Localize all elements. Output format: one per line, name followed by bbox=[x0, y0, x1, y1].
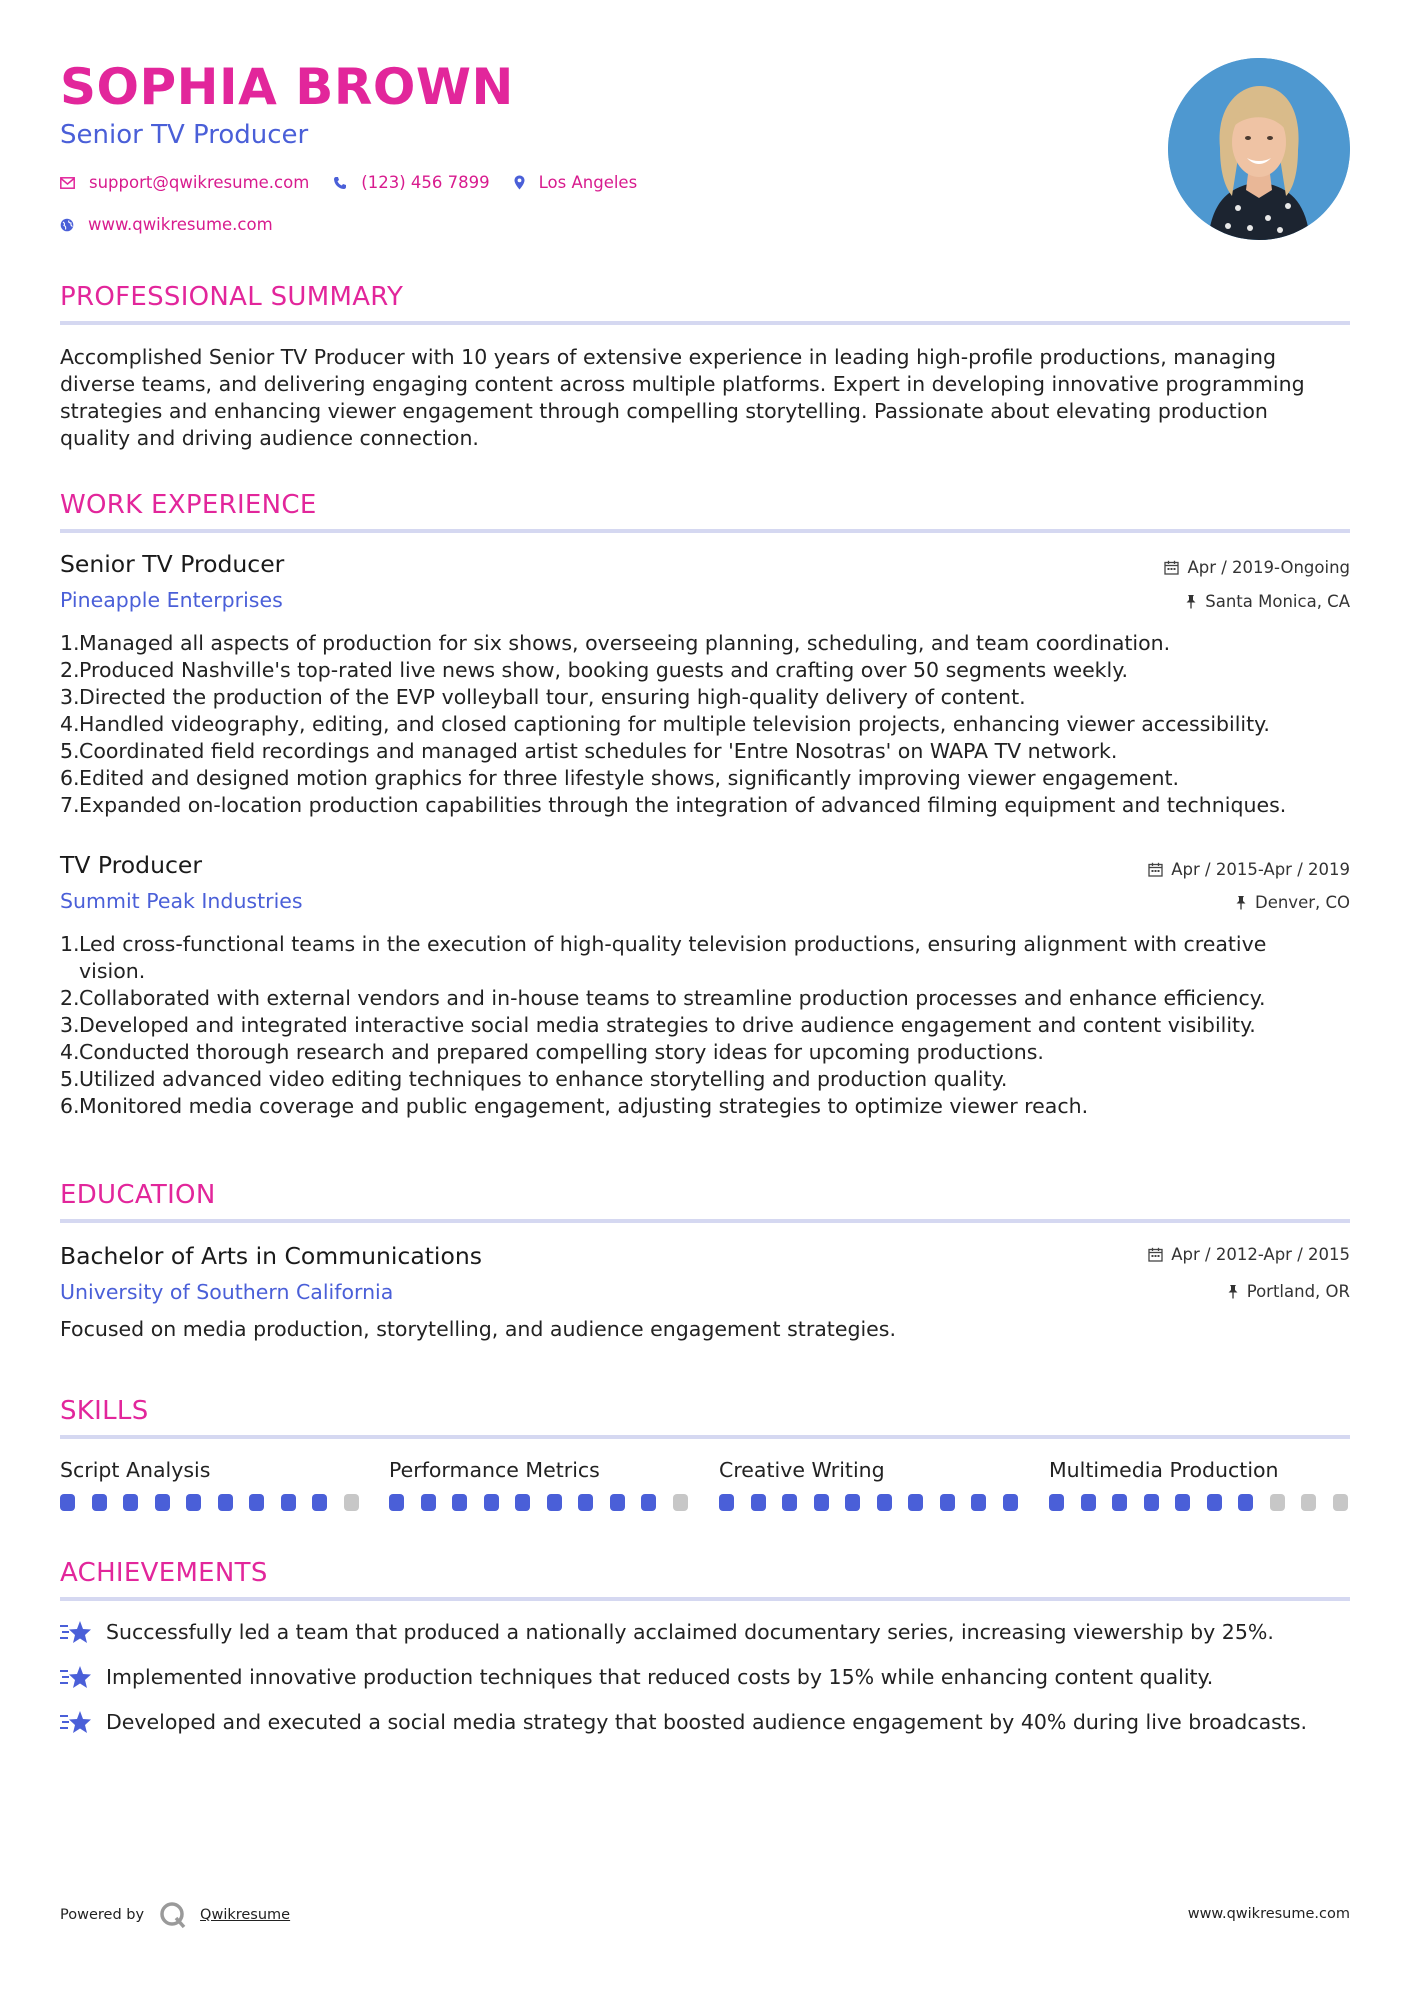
qwikresume-logo-icon bbox=[158, 1900, 188, 1930]
achievement-item bbox=[60, 1620, 1274, 1644]
skill-name: Multimedia Production bbox=[1049, 1458, 1279, 1482]
skill-dot-empty bbox=[1270, 1494, 1285, 1511]
powered-by-label: Powered by bbox=[60, 1907, 145, 1923]
list-item: 1. Led cross-functional teams in the execution of high-quality television productions, ensuring alignment with creative vision. bbox=[60, 932, 1267, 983]
achievements-heading: ACHIEVEMENTS bbox=[60, 1558, 268, 1588]
skill-item bbox=[389, 1458, 689, 1482]
pushpin-icon bbox=[1235, 895, 1247, 910]
skills-heading: SKILLS bbox=[60, 1396, 149, 1426]
skill-dot-filled bbox=[123, 1494, 138, 1511]
list-item: 3. Developed and integrated interactive social media strategies to drive audience engagement and content visibility. bbox=[60, 1013, 1256, 1037]
education-location bbox=[1227, 1282, 1350, 1301]
candidate-title: Senior TV Producer bbox=[60, 120, 309, 150]
education-divider bbox=[60, 1219, 1350, 1223]
achievement-text: Developed and executed a social media strategy that boosted audience engagement by 40% during live broadcasts. bbox=[106, 1710, 1308, 1734]
skill-dot-filled bbox=[155, 1494, 170, 1511]
profile-portrait-image bbox=[1168, 58, 1350, 240]
skill-rating bbox=[1049, 1494, 1364, 1511]
skill-dot-filled bbox=[312, 1494, 327, 1511]
contact-row bbox=[60, 173, 661, 192]
job-location bbox=[1185, 592, 1350, 611]
skill-dot-filled bbox=[281, 1494, 296, 1511]
calendar-icon bbox=[1164, 560, 1179, 575]
job-dates-text: Apr / 2019-Ongoing bbox=[1187, 558, 1350, 577]
list-item: 3. Directed the production of the EVP volleyball tour, ensuring high-quality delivery of content. bbox=[60, 685, 1026, 709]
summary-line: strategies and enhancing viewer engagement through compelling storytelling. Passionate about elevating production bbox=[60, 399, 1268, 423]
skill-dot-filled bbox=[782, 1494, 797, 1511]
skill-dot-filled bbox=[971, 1494, 986, 1511]
skill-dot-empty bbox=[344, 1494, 359, 1511]
calendar-icon bbox=[1148, 1247, 1163, 1262]
list-item: 6. Edited and designed motion graphics for three lifestyle shows, significantly improving viewer engagement. bbox=[60, 766, 1180, 790]
skill-dot-filled bbox=[908, 1494, 923, 1511]
skill-dot-filled bbox=[1144, 1494, 1159, 1511]
job-bullets bbox=[60, 630, 1360, 819]
qwikresume-link[interactable]: Qwikresume bbox=[200, 1907, 291, 1923]
skill-dot-filled bbox=[940, 1494, 955, 1511]
star-badge-icon bbox=[60, 1710, 92, 1734]
education-location-text: Portland, OR bbox=[1246, 1282, 1350, 1301]
skill-rating bbox=[389, 1494, 704, 1511]
footer-powered-by bbox=[60, 1900, 290, 1930]
star-badge-icon bbox=[60, 1665, 92, 1689]
summary-line: Accomplished Senior TV Producer with 10 years of extensive experience in leading high-profile productions, managing bbox=[60, 345, 1277, 369]
list-item: 5. Coordinated field recordings and managed artist schedules for 'Entre Nosotras' on WAPA TV network. bbox=[60, 739, 1118, 763]
list-item: 7. Expanded on-location production capabilities through the integration of advanced filming equipment and techniques. bbox=[60, 793, 1287, 817]
company-name: Pineapple Enterprises bbox=[60, 588, 283, 612]
summary-text bbox=[60, 344, 1360, 452]
website-text: www.qwikresume.com bbox=[88, 215, 273, 234]
star-badge-icon bbox=[60, 1620, 92, 1644]
skill-dot-empty bbox=[673, 1494, 688, 1511]
location-text: Los Angeles bbox=[538, 173, 638, 192]
skill-dot-filled bbox=[249, 1494, 264, 1511]
experience-heading: WORK EXPERIENCE bbox=[60, 490, 317, 520]
skill-dot-filled bbox=[452, 1494, 467, 1511]
list-item: 2. Produced Nashville's top-rated live news show, booking guests and crafting over 50 segments weekly. bbox=[60, 658, 1128, 682]
achievements-divider bbox=[60, 1597, 1350, 1601]
education-dates bbox=[1148, 1245, 1350, 1264]
phone-icon bbox=[333, 176, 347, 190]
skill-dot-filled bbox=[751, 1494, 766, 1511]
company-name: Summit Peak Industries bbox=[60, 889, 303, 913]
skill-dot-filled bbox=[186, 1494, 201, 1511]
skill-dot-filled bbox=[218, 1494, 233, 1511]
skill-dot-filled bbox=[1049, 1494, 1064, 1511]
skill-dot-filled bbox=[610, 1494, 625, 1511]
skill-dot-filled bbox=[814, 1494, 829, 1511]
skill-dot-filled bbox=[1175, 1494, 1190, 1511]
list-item: 4. Conducted thorough research and prepared compelling story ideas for upcoming productions. bbox=[60, 1040, 1044, 1064]
skill-name: Performance Metrics bbox=[389, 1458, 600, 1482]
list-item: 1. Managed all aspects of production for six shows, overseeing planning, scheduling, and team coordination. bbox=[60, 631, 1171, 655]
email-text: support@qwikresume.com bbox=[89, 173, 310, 192]
achievement-text: Successfully led a team that produced a nationally acclaimed documentary series, increasing viewership by 25%. bbox=[106, 1620, 1274, 1644]
skill-dot-filled bbox=[547, 1494, 562, 1511]
summary-divider bbox=[60, 321, 1350, 325]
education-heading: EDUCATION bbox=[60, 1180, 216, 1210]
phone-text: (123) 456 7899 bbox=[361, 173, 490, 192]
list-item: 6. Monitored media coverage and public engagement, adjusting strategies to optimize viewer reach. bbox=[60, 1094, 1089, 1118]
pushpin-icon bbox=[1227, 1284, 1239, 1299]
skill-dot-filled bbox=[484, 1494, 499, 1511]
summary-line: diverse teams, and delivering engaging content across multiple platforms. Expert in developing innovative programming bbox=[60, 372, 1305, 396]
list-item: 4. Handled videography, editing, and closed captioning for multiple television projects, enhancing viewer accessibility. bbox=[60, 712, 1270, 736]
candidate-name: SOPHIA BROWN bbox=[60, 58, 514, 116]
job-dates bbox=[1164, 558, 1350, 577]
skill-name: Script Analysis bbox=[60, 1458, 211, 1482]
job-location-text: Santa Monica, CA bbox=[1205, 592, 1350, 611]
job-dates bbox=[1148, 860, 1350, 879]
envelope-icon bbox=[60, 177, 75, 189]
list-item: 5. Utilized advanced video editing techniques to enhance storytelling and production quality. bbox=[60, 1067, 1008, 1091]
skill-dot-filled bbox=[389, 1494, 404, 1511]
skill-dot-filled bbox=[60, 1494, 75, 1511]
skill-dot-filled bbox=[92, 1494, 107, 1511]
skill-item bbox=[719, 1458, 1019, 1482]
skill-item bbox=[60, 1458, 360, 1482]
skill-dot-filled bbox=[1207, 1494, 1222, 1511]
achievement-item bbox=[60, 1665, 1213, 1689]
list-item: 2. Collaborated with external vendors and in-house teams to streamline production processes and enhance efficiency. bbox=[60, 986, 1266, 1010]
phone-item[interactable] bbox=[333, 173, 489, 192]
job-title: Senior TV Producer bbox=[60, 550, 285, 578]
skill-dot-filled bbox=[1081, 1494, 1096, 1511]
skill-name: Creative Writing bbox=[719, 1458, 885, 1482]
achievement-item bbox=[60, 1710, 1307, 1734]
skill-dot-filled bbox=[421, 1494, 436, 1511]
skill-dot-empty bbox=[1301, 1494, 1316, 1511]
website-row bbox=[60, 215, 297, 234]
skill-dot-filled bbox=[641, 1494, 656, 1511]
skill-dot-filled bbox=[578, 1494, 593, 1511]
location-item bbox=[514, 173, 638, 192]
globe-icon bbox=[60, 218, 74, 232]
skill-dot-filled bbox=[515, 1494, 530, 1511]
skill-rating bbox=[60, 1494, 375, 1511]
profile-photo bbox=[1168, 58, 1350, 240]
job-bullets bbox=[60, 931, 1300, 1120]
education-dates-text: Apr / 2012-Apr / 2015 bbox=[1171, 1245, 1350, 1264]
job-location bbox=[1235, 893, 1350, 912]
skills-divider bbox=[60, 1435, 1350, 1439]
skill-dot-filled bbox=[1238, 1494, 1253, 1511]
education-description: Focused on media production, storytelling, and audience engagement strategies. bbox=[60, 1317, 896, 1341]
skill-dot-filled bbox=[1112, 1494, 1127, 1511]
experience-divider bbox=[60, 529, 1350, 533]
job-title: TV Producer bbox=[60, 851, 203, 879]
map-pin-icon bbox=[514, 175, 525, 190]
skill-dot-empty bbox=[1333, 1494, 1348, 1511]
skill-dot-filled bbox=[1003, 1494, 1018, 1511]
skill-item bbox=[1049, 1458, 1349, 1482]
skill-dot-filled bbox=[877, 1494, 892, 1511]
footer-url[interactable]: www.qwikresume.com bbox=[1187, 1906, 1350, 1922]
website-item[interactable] bbox=[60, 215, 273, 234]
school-name: University of Southern California bbox=[60, 1280, 394, 1304]
skill-dot-filled bbox=[719, 1494, 734, 1511]
summary-heading: PROFESSIONAL SUMMARY bbox=[60, 282, 404, 312]
email-item[interactable] bbox=[60, 173, 309, 192]
job-dates-text: Apr / 2015-Apr / 2019 bbox=[1171, 860, 1350, 879]
degree-title: Bachelor of Arts in Communications bbox=[60, 1242, 482, 1270]
achievement-text: Implemented innovative production techniques that reduced costs by 15% while enhancing content quality. bbox=[106, 1665, 1214, 1689]
calendar-icon bbox=[1148, 862, 1163, 877]
skill-rating bbox=[719, 1494, 1034, 1511]
pushpin-icon bbox=[1185, 594, 1197, 609]
job-location-text: Denver, CO bbox=[1254, 893, 1350, 912]
skill-dot-filled bbox=[845, 1494, 860, 1511]
summary-line: quality and driving audience connection. bbox=[60, 426, 479, 450]
